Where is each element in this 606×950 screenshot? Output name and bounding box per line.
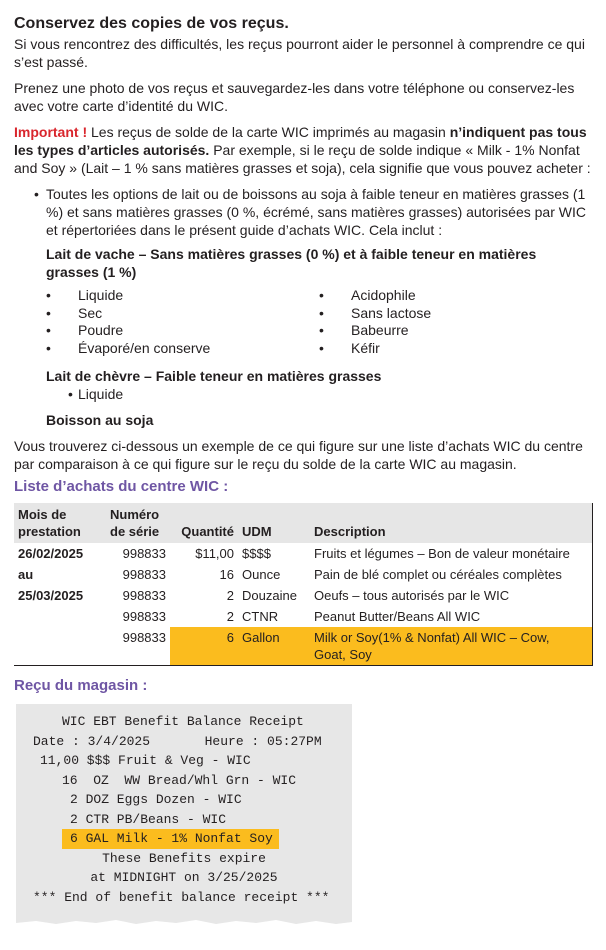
list-item: • Sans lactose <box>319 304 432 321</box>
bullet-icon: • <box>46 322 51 338</box>
cow-milk-left-column <box>46 287 319 357</box>
qty-cell-highlight: 6 <box>170 627 238 665</box>
store-receipt <box>16 704 352 920</box>
receipt-line: WIC EBT Benefit Balance Receipt <box>62 714 304 729</box>
important-text-a: Les reçus de solde de la carte WIC imprimés au magasin <box>87 124 450 140</box>
receipt-line: *** End of benefit balance receipt *** <box>33 889 330 905</box>
description-cell: Oeufs – tous autorisés par le WIC <box>314 588 510 603</box>
table-row-highlighted <box>14 627 592 665</box>
list-item: • Évaporé/en conserve <box>46 339 211 356</box>
main-bullet-text: Toutes les options de lait ou de boissons au soja à faible teneur en matières grasses (1 %) et sans matières grasses (0 %, écrémé, sans matières grasses) autorisées par WIC et répertoriées dans le présent guide d’achats WIC. Cela inclut : <box>46 186 586 238</box>
receipt-line: 2 CTR PB/Beans - WIC <box>70 811 227 827</box>
receipt-line: 11,00 $$$ Fruit & Veg - WIC <box>40 753 251 768</box>
table-row <box>14 606 592 627</box>
list-item: • Liquide <box>46 287 124 303</box>
serial-cell: 998833 <box>122 567 166 582</box>
bullet-icon: • <box>46 304 51 321</box>
shopping-list-title: Liste d’achats du centre WIC : <box>14 478 229 495</box>
cow-milk-right-column <box>319 287 592 357</box>
qty-cell: 16 <box>219 567 234 582</box>
intro-paragraph: Si vous rencontrez des difficultés, les reçus pourront aider le personnel à comprendre ce qui s’est passé. <box>14 36 585 70</box>
period-cell: au <box>18 567 34 582</box>
header-serial: Numéro de série <box>110 507 160 539</box>
bullet-icon: • <box>46 287 51 303</box>
table-row <box>14 585 592 606</box>
bullet-icon: • <box>319 322 324 338</box>
bullet-icon: • <box>46 339 51 356</box>
document-page <box>14 14 592 920</box>
important-label: Important ! <box>14 124 88 140</box>
description-cell: Peanut Butter/Beans All WIC <box>314 609 481 624</box>
bullet-icon: • <box>34 186 39 202</box>
list-item: • Liquide <box>68 386 124 402</box>
udm-cell: Ounce <box>242 567 281 582</box>
important-paragraph <box>14 123 592 177</box>
bullet-icon: • <box>319 339 324 356</box>
list-item: • Poudre <box>46 322 124 338</box>
description-cell-highlight: Milk or Soy(1% & Nonfat) All WIC – Cow, Goat, Soy <box>310 627 592 665</box>
table-row <box>14 543 592 564</box>
important-bold: n’indiquent pas tous les types d’articles autorisés. <box>14 124 587 158</box>
photo-paragraph: Prenez une photo de vos reçus et sauvegardez-les dans votre téléphone ou conservez-les avec votre carte d’identité du WIC. <box>14 80 575 114</box>
cow-milk-title: Lait de vache – Sans matières grasses (0 %) et à faible teneur en matières grasses (1 %) <box>46 246 537 280</box>
description-cell: Pain de blé complet ou céréales complètes <box>314 567 562 582</box>
period-cell: 25/03/2025 <box>18 588 84 603</box>
serial-cell: 998833 <box>122 546 166 561</box>
shopping-list-table <box>14 503 593 666</box>
period-cell <box>14 627 106 665</box>
receipt-line-highlight: 6 GAL Milk - 1% Nonfat Soy <box>62 829 279 849</box>
list-item: • Kéfir <box>319 339 380 356</box>
main-bullet <box>14 185 592 239</box>
torn-edge <box>16 918 352 926</box>
bullet-icon: • <box>319 287 324 303</box>
table-header-row <box>14 503 592 543</box>
header-period: Mois de prestation <box>18 507 81 539</box>
receipt-line: 16 OZ WW Bread/Whl Grn - WIC <box>62 772 297 788</box>
goat-milk-title: Lait de chèvre – Faible teneur en matières grasses <box>46 368 382 384</box>
header-udm: UDM <box>242 524 272 539</box>
header-qty: Quantité <box>181 524 234 539</box>
page-heading: Conservez des copies de vos reçus. <box>14 15 289 32</box>
serial-cell: 998833 <box>122 609 166 624</box>
soy-title: Boisson au soja <box>46 412 154 428</box>
udm-cell: $$$$ <box>242 546 271 561</box>
bullet-icon: • <box>68 386 73 402</box>
udm-cell: Douzaine <box>242 588 297 603</box>
qty-cell: 2 <box>226 609 234 624</box>
period-cell: 26/02/2025 <box>18 546 84 561</box>
list-item: • Babeurre <box>319 322 409 338</box>
udm-cell-highlight: Gallon <box>238 627 310 665</box>
important-text-c: Par exemple, si le reçu de solde indique « Milk - 1% Nonfat and Soy » (Lait – 1 % sans matières grasses et soja), cela signifie que vous pouvez acheter : <box>14 142 591 176</box>
receipt-title: Reçu du magasin : <box>14 677 148 694</box>
receipt-line: 2 DOZ Eggs Dozen - WIC <box>70 792 242 807</box>
example-paragraph: Vous trouverez ci-dessous un exemple de ce qui figure sur une liste d’achats WIC du centre par comparaison à ce qui figure sur le reçu du solde de la carte WIC au magasin. <box>14 438 583 472</box>
list-item: • Acidophile <box>319 287 416 303</box>
serial-cell: 998833 <box>122 588 166 603</box>
description-cell: Fruits et légumes – Bon de valeur monétaire <box>314 546 570 561</box>
qty-cell: 2 <box>226 588 234 603</box>
header-description: Description <box>314 524 386 539</box>
receipt-line: These Benefits expire <box>102 850 266 866</box>
list-item: • Sec <box>46 304 103 321</box>
cow-milk-section <box>14 245 592 429</box>
table-row <box>14 564 592 585</box>
period-cell <box>14 606 106 627</box>
receipt-line: at MIDNIGHT on 3/25/2025 <box>90 870 278 885</box>
serial-cell: 998833 <box>122 630 166 645</box>
qty-cell: $11,00 <box>195 546 234 561</box>
receipt-line: Date : 3/4/2025 Heure : 05:27PM <box>33 733 322 749</box>
udm-cell: CTNR <box>242 609 279 624</box>
bullet-icon: • <box>319 304 324 321</box>
cow-milk-list <box>46 287 592 357</box>
